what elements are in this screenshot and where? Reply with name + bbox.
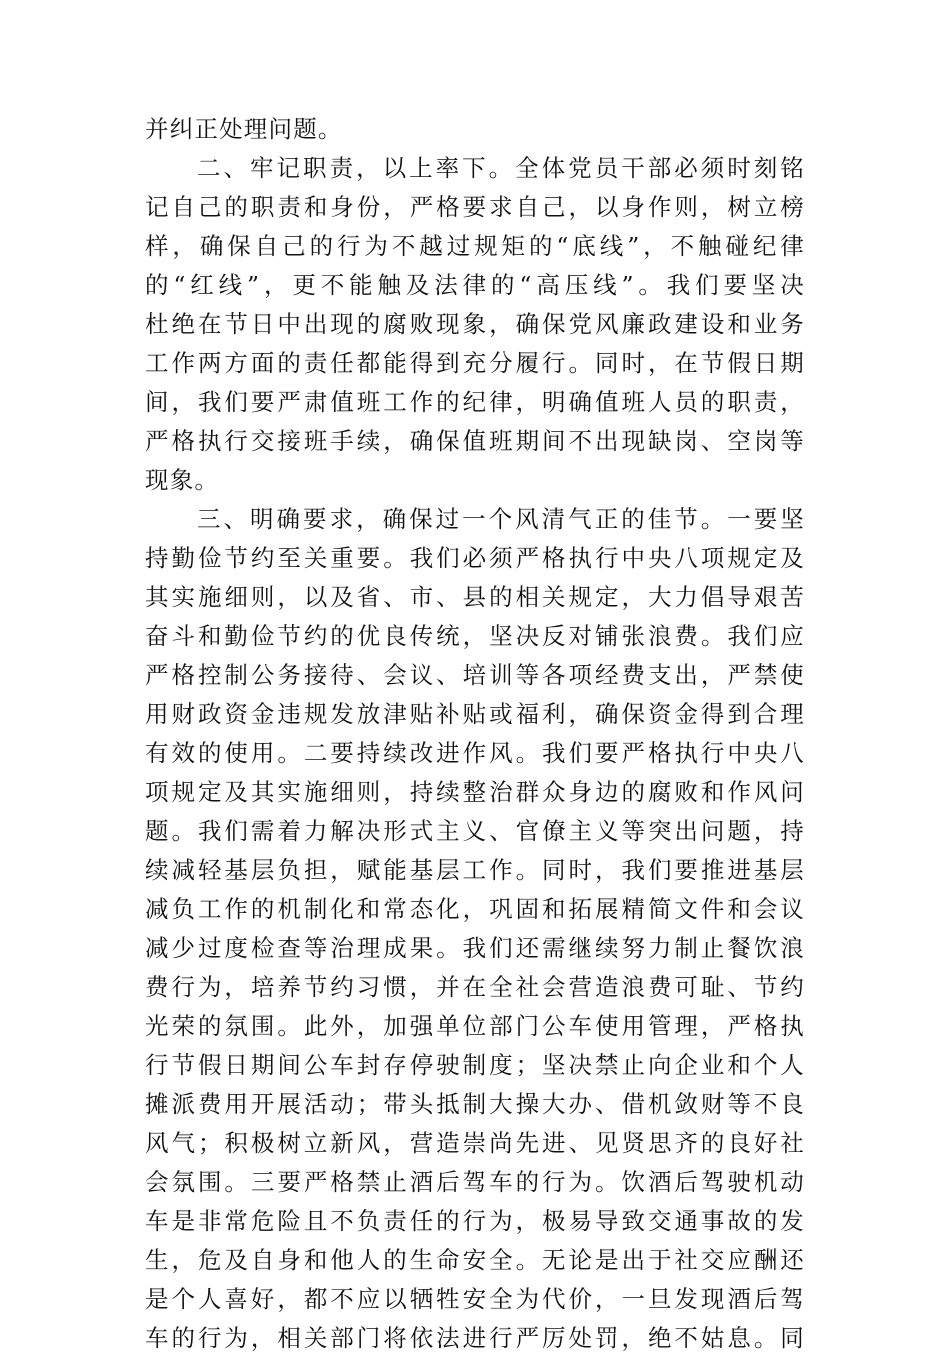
- text-line: 奋斗和勤俭节约的优良传统，坚决反对铺张浪费。我们应: [145, 622, 805, 650]
- text-line: 用财政资金违规发放津贴补贴或福利，确保资金得到合理: [145, 700, 805, 728]
- text-line: 题。我们需着力解决形式主义、官僚主义等突出问题，持: [145, 817, 805, 845]
- text-line: 持勤俭节约至关重要。我们必须严格执行中央八项规定及: [145, 544, 805, 572]
- text-line: 二、牢记职责，以上率下。全体党员干部必须时刻铭: [197, 154, 805, 182]
- text-line: 续减轻基层负担，赋能基层工作。同时，我们要推进基层: [145, 856, 805, 884]
- text-line: 费行为，培养节约习惯，并在全社会营造浪费可耻、节约: [145, 973, 805, 1001]
- text-line: 减少过度检查等治理成果。我们还需继续努力制止餐饮浪: [145, 934, 805, 962]
- text-line: 并纠正处理问题。: [145, 115, 343, 143]
- text-line: 是个人喜好，都不应以牺牲安全为代价，一旦发现酒后驾: [145, 1285, 805, 1313]
- text-line: 记自己的职责和身份，严格要求自己，以身作则，树立榜: [145, 193, 805, 221]
- text-line: 样，确保自己的行为不越过规矩的“底线”，不触碰纪律: [145, 232, 805, 260]
- text-line: 杜绝在节日中出现的腐败现象，确保党风廉政建设和业务: [145, 310, 805, 338]
- text-line: 摊派费用开展活动；带头抵制大操大办、借机敛财等不良: [145, 1090, 805, 1118]
- text-line: 严格执行交接班手续，确保值班期间不出现缺岗、空岗等: [145, 427, 805, 455]
- text-line: 的“红线”，更不能触及法律的“高压线”。我们要坚决: [145, 271, 805, 299]
- text-line: 生，危及自身和他人的生命安全。无论是出于社交应酬还: [145, 1246, 805, 1274]
- text-line: 光荣的氛围。此外，加强单位部门公车使用管理，严格执: [145, 1012, 805, 1040]
- text-line: 现象。: [145, 466, 220, 494]
- text-line: 车的行为，相关部门将依法进行严厉处罚，绝不姑息。同: [145, 1324, 805, 1352]
- text-line: 间，我们要严肃值班工作的纪律，明确值班人员的职责，: [145, 388, 805, 416]
- text-line: 风气；积极树立新风，营造崇尚先进、见贤思齐的良好社: [145, 1129, 805, 1157]
- text-line: 其实施细则，以及省、市、县的相关规定，大力倡导艰苦: [145, 583, 805, 611]
- text-line: 项规定及其实施细则，持续整治群众身边的腐败和作风问: [145, 778, 805, 806]
- text-line: 三、明确要求，确保过一个风清气正的佳节。一要坚: [197, 505, 805, 533]
- text-line: 减负工作的机制化和常态化，巩固和拓展精简文件和会议: [145, 895, 805, 923]
- text-line: 严格控制公务接待、会议、培训等各项经费支出，严禁使: [145, 661, 805, 689]
- text-line: 行节假日期间公车封存停驶制度；坚决禁止向企业和个人: [145, 1051, 805, 1079]
- text-line: 会氛围。三要严格禁止酒后驾车的行为。饮酒后驾驶机动: [145, 1168, 805, 1196]
- text-line: 工作两方面的责任都能得到充分履行。同时，在节假日期: [145, 349, 805, 377]
- document-body: [145, 110, 805, 1358]
- text-line: 有效的使用。二要持续改进作风。我们要严格执行中央八: [145, 739, 805, 767]
- text-line: 车是非常危险且不负责任的行为，极易导致交通事故的发: [145, 1207, 805, 1235]
